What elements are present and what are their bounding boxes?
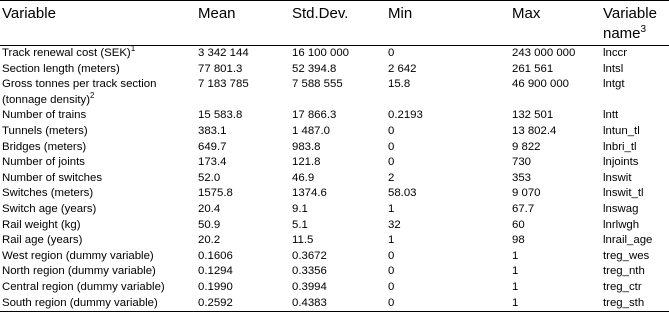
variable-cell (0, 296, 196, 312)
min-cell: 2 642 (388, 62, 417, 75)
std-dev-cell: 5.1 (292, 218, 308, 231)
max-cell: 60 (512, 218, 525, 231)
variable-label: Section length (meters) (2, 62, 120, 75)
std-dev-cell: 0.3994 (292, 280, 327, 293)
variable-label: Number of joints (2, 156, 85, 169)
min-cell: 0 (388, 280, 395, 293)
variable-label: Central region (dummy variable) (2, 280, 165, 293)
variable-cell (0, 202, 196, 218)
mean-cell: 52.0 (198, 171, 221, 184)
variable-name-cell: lntgt (603, 78, 625, 91)
variable-label: Number of trains (2, 109, 87, 122)
std-dev-cell: 121.8 (292, 156, 321, 169)
max-cell: 730 (512, 156, 532, 169)
variable-name-cell: lnbri_tl (603, 140, 637, 153)
variable-label: Tunnels (meters) (2, 124, 88, 137)
table-row (0, 140, 669, 156)
mean-cell: 0.2592 (198, 296, 233, 309)
max-cell: 243 000 000 (512, 47, 576, 59)
min-cell: 0 (388, 296, 395, 309)
table-row (0, 202, 669, 218)
header-variable-name (601, 1, 669, 46)
min-cell: 1 (388, 234, 395, 247)
table-row (0, 46, 669, 62)
table-row (0, 124, 669, 140)
header-variable: Variable (2, 5, 56, 22)
mean-cell: 3 342 144 (198, 47, 249, 59)
variable-label: Bridges (meters) (2, 140, 87, 153)
header-min: Min (388, 5, 413, 22)
variable-name-cell: lnjoints (603, 156, 639, 169)
variable-cell (0, 155, 196, 171)
variable-name-cell: lnswag (603, 202, 639, 215)
min-cell: 0 (388, 249, 395, 262)
mean-cell: 77 801.3 (198, 62, 243, 75)
max-cell: 1 (512, 249, 519, 262)
max-cell: 9 070 (512, 187, 541, 200)
std-dev-cell: 46.9 (292, 171, 315, 184)
variable-cell (0, 62, 196, 78)
std-dev-cell: 0.4383 (292, 296, 327, 309)
table-row (0, 218, 669, 234)
variable-cell (0, 171, 196, 187)
std-dev-cell: 1 487.0 (292, 124, 331, 137)
header-std-dev: Std.Dev. (292, 5, 349, 22)
max-cell: 13 802.4 (512, 124, 557, 137)
variable-name-cell: treg_nth (603, 265, 645, 278)
variable-label: Gross tonnes per track section (tonnage density) (2, 78, 157, 106)
max-cell: 1 (512, 280, 519, 293)
mean-cell: 1575.8 (198, 187, 233, 200)
footnote-mark: 2 (90, 90, 95, 100)
variable-label: West region (dummy variable) (2, 249, 154, 262)
max-cell: 261 561 (512, 62, 554, 75)
header-mean: Mean (198, 5, 236, 22)
table-body (0, 46, 669, 312)
variable-label: Rail weight (kg) (2, 218, 81, 231)
table-row (0, 77, 669, 108)
max-cell: 46 900 000 (512, 78, 570, 91)
variable-name-cell: lnrail_age (603, 234, 653, 247)
table-row (0, 264, 669, 280)
min-cell: 1 (388, 202, 395, 215)
std-dev-cell: 7 588 555 (292, 78, 343, 91)
header-footnote-mark: 3 (640, 24, 647, 35)
min-cell: 32 (388, 218, 401, 231)
header-row (0, 1, 669, 46)
mean-cell: 649.7 (198, 140, 227, 153)
variable-name-cell: lntsl (603, 62, 624, 75)
std-dev-cell: 0.3356 (292, 265, 327, 278)
variable-label: South region (dummy variable) (2, 296, 158, 309)
max-cell: 98 (512, 234, 525, 247)
mean-cell: 0.1606 (198, 249, 233, 262)
variable-name-cell: lnswit_tl (603, 187, 644, 200)
table-row (0, 186, 669, 202)
variable-cell (0, 46, 196, 62)
variable-label: Switches (meters) (2, 187, 94, 200)
min-cell: 0 (388, 124, 395, 137)
table-row (0, 280, 669, 296)
table-header (0, 1, 669, 46)
max-cell: 353 (512, 171, 532, 184)
min-cell: 0 (388, 140, 395, 153)
variable-name-cell: lntt (603, 109, 619, 122)
std-dev-cell: 0.3672 (292, 249, 327, 262)
min-cell: 0 (388, 47, 395, 59)
header-max: Max (512, 5, 541, 22)
table-row (0, 296, 669, 312)
table-row (0, 249, 669, 265)
mean-cell: 15 583.8 (198, 109, 243, 122)
variable-name-cell: treg_wes (603, 249, 650, 262)
variable-cell (0, 186, 196, 202)
footnote-mark: 1 (130, 44, 136, 54)
mean-cell: 7 183 785 (198, 78, 249, 91)
variable-label: Number of switches (2, 171, 103, 184)
mean-cell: 383.1 (198, 124, 227, 137)
min-cell: 0.2193 (388, 109, 423, 122)
variable-cell (0, 124, 196, 140)
variable-cell (0, 280, 196, 296)
variable-cell (0, 218, 196, 234)
max-cell: 132 501 (512, 109, 554, 122)
variable-cell (0, 77, 196, 108)
variable-label: Track renewal cost (SEK) (2, 47, 131, 59)
mean-cell: 20.4 (198, 202, 221, 215)
mean-cell: 0.1990 (198, 280, 233, 293)
variable-name-cell: treg_ctr (603, 280, 642, 293)
mean-cell: 173.4 (198, 156, 227, 169)
max-cell: 9 822 (512, 140, 541, 153)
variable-cell (0, 233, 196, 249)
min-cell: 58.03 (388, 187, 417, 200)
variable-cell (0, 140, 196, 156)
table-row (0, 108, 669, 124)
variable-cell (0, 108, 196, 124)
min-cell: 2 (388, 171, 395, 184)
variable-name-cell: treg_sth (603, 296, 645, 309)
min-cell: 0 (388, 265, 395, 278)
std-dev-cell: 983.8 (292, 140, 321, 153)
max-cell: 1 (512, 296, 519, 309)
variable-cell (0, 249, 196, 265)
variable-name-cell: lntun_tl (603, 124, 640, 137)
variable-cell (0, 264, 196, 280)
min-cell: 15.8 (388, 78, 411, 91)
variable-name-cell: lnccr (603, 47, 628, 59)
std-dev-cell: 17 866.3 (292, 109, 337, 122)
table-row (0, 62, 669, 78)
max-cell: 67.7 (512, 202, 535, 215)
min-cell: 0 (388, 156, 395, 169)
variable-label: North region (dummy variable) (2, 265, 156, 278)
table-row (0, 233, 669, 249)
mean-cell: 50.9 (198, 218, 221, 231)
std-dev-cell: 1374.6 (292, 187, 327, 200)
variable-name-cell: lnrlwgh (603, 218, 640, 231)
variable-label: Rail age (years) (2, 234, 83, 247)
variable-name-cell: lnswit (603, 171, 632, 184)
std-dev-cell: 52 394.8 (292, 62, 337, 75)
variable-label: Switch age (years) (2, 202, 97, 215)
table-row (0, 171, 669, 187)
max-cell: 1 (512, 265, 519, 278)
std-dev-cell: 11.5 (292, 234, 314, 247)
std-dev-cell: 9.1 (292, 202, 308, 215)
mean-cell: 0.1294 (198, 265, 233, 278)
table-row (0, 155, 669, 171)
std-dev-cell: 16 100 000 (292, 47, 350, 59)
mean-cell: 20.2 (198, 234, 221, 247)
header-variable-name-text: Variable name (603, 5, 657, 42)
